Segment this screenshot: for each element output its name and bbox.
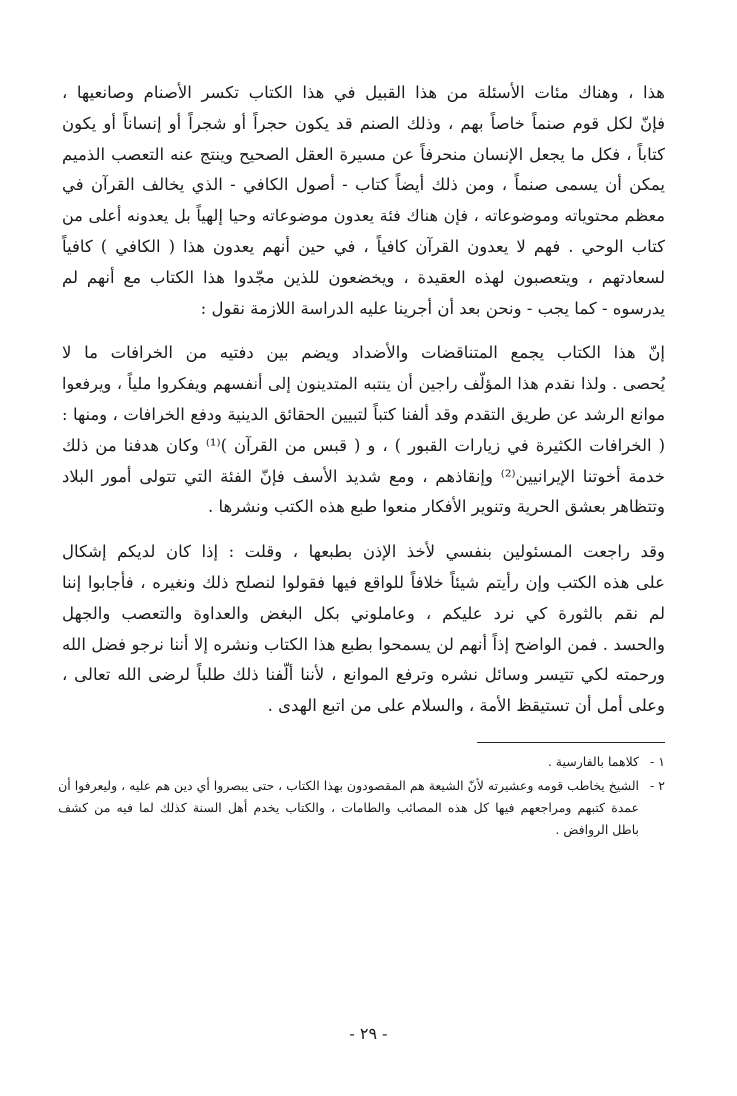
text-line: خدمة أخوتنا الإيرانيين⁽²⁾ وإنقاذهم ، ومع شديد الأسف فإنّ الفئة التي تتولى أمور البلاد: [62, 466, 665, 486]
text-line: يدرسوه - كما يجب - ونحن بعد أن أجرينا عليه الدراسة اللازمة نقول :: [200, 298, 665, 318]
text-line: ( الخرافات الكثيرة في زيارات القبور ) ، و ( قبس من القرآن )⁽¹⁾ وكان هدفنا من ذلك: [62, 435, 666, 455]
footnote-number: ٢ -: [650, 777, 665, 793]
text-line: هذا ، وهناك مئات الأسئلة من هذا القبيل في هذا الكتاب تكسر الأصنام وصانعيها ،: [62, 83, 665, 102]
text-line: موانع الرشد عن طريق التقدم وقد ألفنا كتباً لتبيين الحقائق الدينية ودفع الخرافات ، ومنها :: [62, 404, 665, 424]
footnote-2: [58, 775, 665, 841]
footnote-line: الشيخ يخاطب قومه وعشيرته لأنّ الشيعة هم المقصودون بهذا الكتاب ، حتى يبصروا أي دين هم عليه ، وليعرفوا أن: [58, 777, 639, 793]
footnote-1: [62, 751, 665, 773]
page-number: - ٢٩ -: [349, 1024, 388, 1043]
text-line: لم نقم بالثورة كي نرد عليكم ، وعاملوني بكل البغض والعداوة والتعصب والجهل: [62, 603, 665, 623]
footnote-divider: [477, 742, 665, 743]
paragraph-3: [62, 537, 665, 722]
footnote-line: كلاهما بالفارسية .: [547, 753, 639, 769]
main-text: [62, 78, 665, 722]
footnote-line: باطل الروافض .: [555, 821, 639, 837]
paragraph-2: [62, 338, 665, 523]
text-line: يُحصى . ولذا نقدم هذا المؤلّف راجين أن ينتبه المتدينون إلى أنفسهم ويفكروا ملياً ، ويرفعوا: [62, 374, 665, 394]
text-line: إنّ هذا الكتاب يجمع المتناقضات والأضداد ويضم بين دفتيه من الخرافات ما لا: [62, 343, 665, 363]
text-line: على هذه الكتب وإن رأيتم شيئاً خلافاً للواقع فيها فقولوا لنصلح ذلك ونغيره ، فأجابوا إننا: [62, 572, 665, 592]
footnote-text: [58, 775, 639, 841]
text-line: والحسد . فمن الواضح إذاً أنهم لن يسمحوا بطبع هذا الكتاب ونشره إلا أننا نرجو فضل الله: [62, 634, 665, 654]
text-line: معظم محتوياته وموضوعاته ، فإن هناك فئة يعدون موضوعاته وحيا إلهياً بل يعدونه أعلى من: [62, 206, 665, 226]
footnote-number: ١ -: [650, 753, 665, 769]
text-line: يمكن أن يسمى صنماً ، ومن ذلك أيضاً كتاب - أصول الكافي - الذي يخالف القرآن في: [62, 175, 665, 195]
text-line: وتتظاهر بعشق الحرية وتنوير الأفكار منعوا طبع هذه الكتب ونشرها .: [208, 497, 665, 517]
text-line: كتاباً ، فكل ما يجعل الإنسان منحرفاً عن مسيرة العقل الصحيح وينتج عنه التعصب الذميم: [62, 144, 665, 164]
paragraph-1: [62, 78, 665, 324]
text-line: كتاب الوحي . فهم لا يعدون القرآن كافياً ، في حين أنهم يعدون هذا ( الكافي ) كافياً: [62, 236, 665, 256]
text-line: وقد راجعت المسئولين بنفسي لأخذ الإذن بطبعها ، وقلت : إذا كان لديكم إشكال: [62, 542, 665, 562]
text-line: وعلى أمل أن تستيقظ الأمة ، والسلام على من اتبع الهدى .: [267, 696, 665, 716]
text-line: لسعادتهم ، ويتعصبون لهذه العقيدة ، ويخضعون للذين مجّدوا هذا الكتاب مع أنهم لم: [62, 267, 665, 287]
footnotes: [58, 751, 665, 841]
footnote-line: عمدة كتبهم ومراجعهم فيها كل هذه المصائب والطامات ، والكتاب يخدم أهل السنة كذلك لما فيه من كشف: [58, 799, 639, 815]
text-line: ورحمته لكي تتيسر وسائل نشره وترفع الموانع ، لأننا ألّفنا ذلك طلباً لرضى الله تعالى ،: [62, 665, 665, 685]
footnote-text: [62, 751, 639, 773]
text-line: فإنّ لكل قوم صنماً خاصاً بهم ، وذلك الصنم قد يكون حجراً أو شجراً أو إنساناً أو يكون: [62, 113, 665, 133]
